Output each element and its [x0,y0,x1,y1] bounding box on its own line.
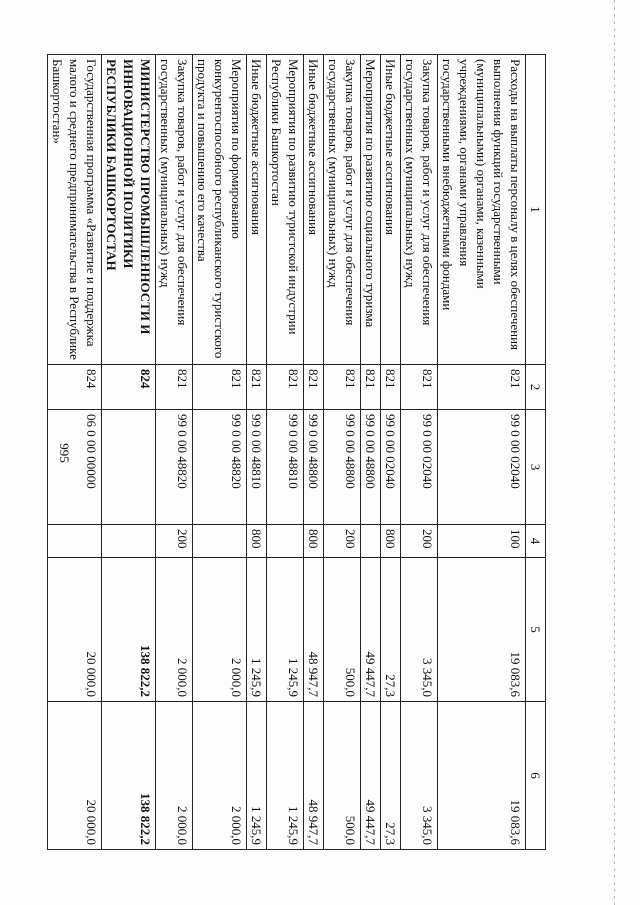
row-amount2-cell: 2 000,0 [156,702,193,850]
row-target-cell: 99 0 00 02040 [381,410,401,525]
row-code-cell: 821 [401,365,438,410]
row-name-cell: Мероприятия по развитию социального туризма [361,55,381,365]
row-type-cell: 800 [304,525,324,558]
table-row [401,55,438,850]
table-row [381,55,401,850]
table-row [438,55,526,850]
row-name-cell: Иные бюджетные ассигнования [381,55,401,365]
row-target-cell: 99 0 00 48800 [324,410,361,525]
row-amount-cell: 3 345,0 [401,558,438,702]
row-target-cell: 99 0 00 48800 [304,410,324,525]
row-code-cell: 821 [381,365,401,410]
header-cell-4: 4 [526,525,546,558]
row-type-cell: 100 [438,525,526,558]
row-target-cell: 99 0 00 02040 [438,410,526,525]
row-code-cell: 821 [361,365,381,410]
header-cell-3: 3 [526,410,546,525]
row-amount2-cell: 1 245,9 [247,702,267,850]
row-amount-cell: 138 822,2 [102,558,156,702]
row-name-cell: Мероприятия по развитию туристской индустрии Республики Башкортостан [267,55,304,365]
row-amount2-cell: 48 947,7 [304,702,324,850]
header-cell-2: 2 [526,365,546,410]
row-code-cell: 821 [438,365,526,410]
row-amount-cell: 19 083,6 [438,558,526,702]
row-code-cell: 824 [102,365,156,410]
table-row [324,55,361,850]
row-target-cell: 99 0 00 48820 [156,410,193,525]
scan-edge-line [614,0,615,905]
row-type-cell [361,525,381,558]
row-code-cell: 821 [156,365,193,410]
row-type-cell: 200 [324,525,361,558]
row-target-cell [102,410,156,525]
table-row [193,55,247,850]
row-amount-cell: 500,0 [324,558,361,702]
row-amount2-cell: 1 245,9 [267,702,304,850]
table-row [247,55,267,850]
row-amount2-cell: 27,3 [381,702,401,850]
row-type-cell: 200 [156,525,193,558]
row-code-cell: 824 [48,365,102,410]
row-code-cell: 821 [193,365,247,410]
row-code-cell: 821 [267,365,304,410]
table-row [156,55,193,850]
row-target-cell: 99 0 00 02040 [401,410,438,525]
row-type-cell: 200 [401,525,438,558]
row-target-cell: 99 0 00 48800 [361,410,381,525]
row-amount2-cell: 3 345,0 [401,702,438,850]
page-number: 995 [57,443,72,463]
header-row [526,55,546,850]
row-target-cell: 99 0 00 48810 [267,410,304,525]
header-cell-5: 5 [526,558,546,702]
row-type-cell [48,525,102,558]
table-row [48,55,102,850]
row-type-cell [193,525,247,558]
row-amount2-cell: 138 822,2 [102,702,156,850]
row-amount-cell: 20 000,0 [48,558,102,702]
row-amount2-cell: 20 000,0 [48,702,102,850]
row-target-cell: 99 0 00 48820 [193,410,247,525]
row-name-cell: Расходы на выплаты персоналу в целях обеспечения выполнения функций государственными (муниципальными) органами, казенными учреждениями, органами управления государственными внебюджетными фондами [438,55,526,365]
row-amount2-cell: 49 447,7 [361,702,381,850]
row-type-cell: 800 [381,525,401,558]
row-type-cell: 800 [247,525,267,558]
row-name-cell: Государственная программа «Развитие и поддержка малого и среднего предпринимательства в Республике Башкортостан» [48,55,102,365]
table-row [102,55,156,850]
row-type-cell [267,525,304,558]
row-amount-cell: 1 245,9 [247,558,267,702]
row-name-cell: МИНИСТЕРСТВО ПРОМЫШЛЕННОСТИ И ИННОВАЦИОННОЙ ПОЛИТИКИ РЕСПУБЛИКИ БАШКОРТОСТАН [102,55,156,365]
row-amount-cell: 48 947,7 [304,558,324,702]
row-name-cell: Закупка товаров, работ и услуг для обеспечения государственных (муниципальных) нужд [156,55,193,365]
row-target-cell: 99 0 00 48810 [247,410,267,525]
row-amount2-cell: 19 083,6 [438,702,526,850]
row-name-cell: Закупка товаров, работ и услуг для обеспечения государственных (муниципальных) нужд [401,55,438,365]
row-target-cell: 06 0 00 00000 [48,410,102,525]
row-amount-cell: 2 000,0 [193,558,247,702]
header-cell-6: 6 [526,702,546,850]
header-cell-1: 1 [526,55,546,365]
row-amount2-cell: 500,0 [324,702,361,850]
row-name-cell: Иные бюджетные ассигнования [247,55,267,365]
row-amount2-cell: 2 000,0 [193,702,247,850]
row-amount-cell: 2 000,0 [156,558,193,702]
table-row [361,55,381,850]
table-row [304,55,324,850]
budget-table [47,54,546,850]
row-code-cell: 821 [324,365,361,410]
row-amount-cell: 27,3 [381,558,401,702]
row-amount-cell: 1 245,9 [267,558,304,702]
table-row [267,55,304,850]
row-name-cell: Закупка товаров, работ и услуг для обеспечения государственных (муниципальных) нужд [324,55,361,365]
row-name-cell: Иные бюджетные ассигнования [304,55,324,365]
row-type-cell [102,525,156,558]
row-code-cell: 821 [247,365,267,410]
row-amount-cell: 49 447,7 [361,558,381,702]
row-code-cell: 821 [304,365,324,410]
row-name-cell: Мероприятия по формированию конкурентоспособного республиканского туристского продукта и повышению его качества [193,55,247,365]
